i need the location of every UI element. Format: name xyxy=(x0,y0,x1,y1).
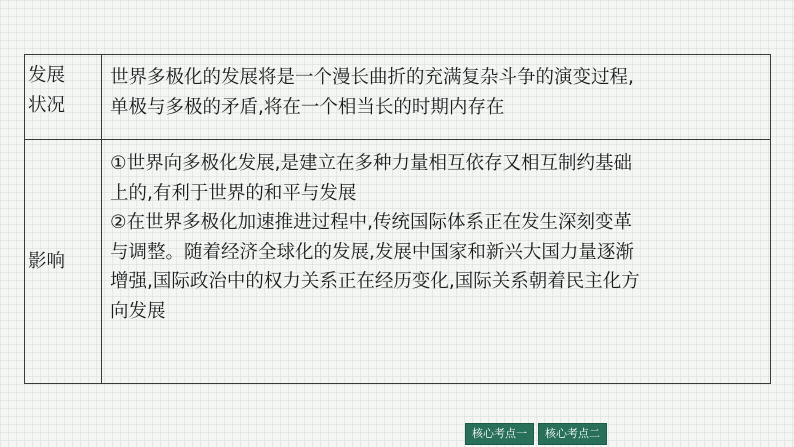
text-line: 上的,有利于世界的和平与发展 xyxy=(110,182,357,204)
bottom-nav xyxy=(465,423,607,445)
text-line: 与调整。随着经济全球化的发展,发展中国家和新兴大国力量逐渐 xyxy=(110,241,634,263)
nav-button-core-point-2[interactable]: 核心考点二 xyxy=(538,423,607,445)
table-row-status xyxy=(25,55,771,140)
row-label-impact xyxy=(25,140,102,384)
row-label-line: 发展 xyxy=(28,65,66,86)
row-label-line: 影响 xyxy=(28,250,66,272)
nav-button-core-point-1[interactable]: 核心考点一 xyxy=(465,423,534,445)
text-line: ①世界向多极化发展,是建立在多种力量相互依存又相互制约基础 xyxy=(110,153,632,174)
row-label-status xyxy=(25,55,102,140)
text-line: 增强,国际政治中的权力关系正在经历变化,国际关系朝着民主化方 xyxy=(110,271,640,292)
row-text-status xyxy=(102,55,771,140)
text-line: 世界多极化的发展将是一个漫长曲折的充满复杂斗争的演变过程, xyxy=(110,67,634,88)
row-label-line: 状况 xyxy=(28,94,66,116)
text-line: ②在世界多极化加速推进过程中,传统国际体系正在发生深刻变革 xyxy=(110,212,632,233)
text-line: 单极与多极的矛盾,将在一个相当长的时期内存在 xyxy=(110,96,505,118)
row-text-impact xyxy=(102,140,771,384)
table-row-impact xyxy=(25,140,771,384)
content-table xyxy=(24,54,771,384)
text-line: 向发展 xyxy=(110,300,166,322)
